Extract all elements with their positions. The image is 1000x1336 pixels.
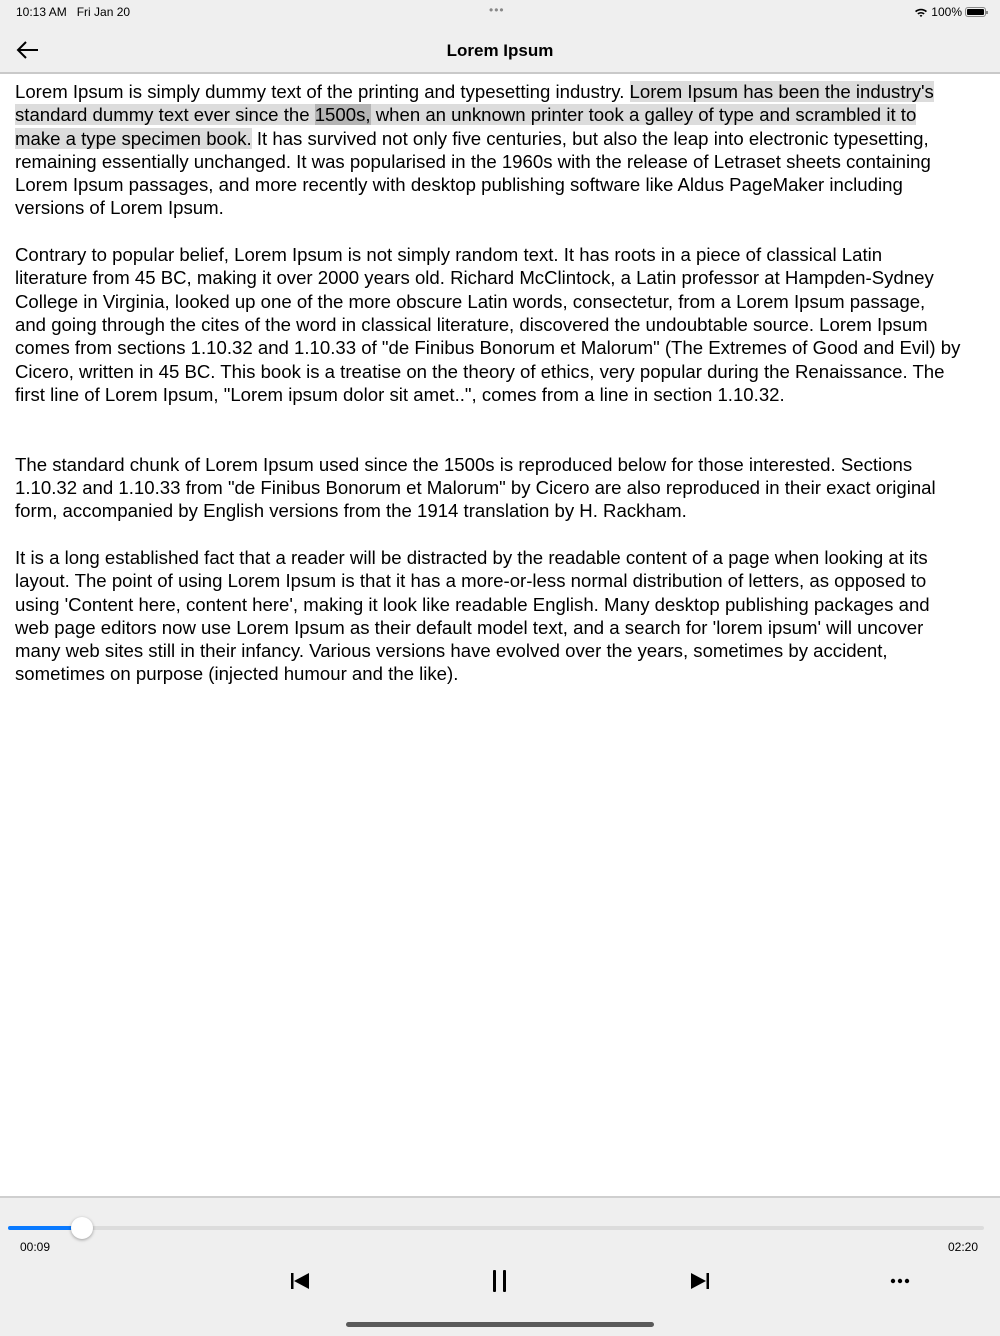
text-line: and going through the cites of the word in classical literature, discovered the undoubtable source. Lorem Ipsum bbox=[15, 313, 928, 335]
status-date: Fri Jan 20 bbox=[76, 5, 131, 19]
text-line: versions of Lorem Ipsum. bbox=[15, 197, 224, 219]
text-line: It is a long established fact that a reader will be distracted by the readable content of a page when looking at its bbox=[15, 546, 928, 568]
text-line: many web sites still in their infancy. Various versions have evolved over the years, sometimes by accident, bbox=[15, 640, 888, 662]
next-track-icon[interactable] bbox=[685, 1266, 715, 1296]
home-indicator[interactable] bbox=[346, 1322, 654, 1327]
text-line: using 'Content here, content here', making it look like readable English. Many desktop publishing packages and bbox=[15, 593, 930, 615]
text-line: make a type specimen book. It has survived not only five centuries, but also the leap into electronic typesetting, bbox=[15, 127, 929, 149]
progress-slider[interactable] bbox=[8, 1226, 984, 1230]
text-line: Cicero, written in 45 BC. This book is a treatise on the theory of ethics, very popular during the Renaissance. The bbox=[15, 360, 945, 382]
text-line: web page editors now use Lorem Ipsum as their default model text, and a search for 'lorem ipsum' will uncover bbox=[15, 616, 924, 638]
battery-icon bbox=[965, 7, 986, 17]
highlighted-sentence[interactable]: standard dummy text ever since the bbox=[15, 104, 315, 126]
current-word-highlight[interactable]: 1500s, bbox=[314, 104, 371, 126]
text-line: literature from 45 BC, making it over 2000 years old. Richard McClintock, a Latin professor at Hampden-Sydney bbox=[15, 267, 934, 289]
status-time: 10:13 AM Fri Jan 20 bbox=[16, 5, 131, 19]
more-options-icon[interactable] bbox=[885, 1266, 915, 1296]
text-line: form, accompanied by English versions from the 1914 translation by H. Rackham. bbox=[15, 500, 687, 522]
text-line: comes from sections 1.10.32 and 1.10.33 of "de Finibus Bonorum et Malorum" (The Extremes of Good and Evil) by bbox=[15, 337, 961, 359]
text-line: Contrary to popular belief, Lorem Ipsum is not simply random text. It has roots in a piece of classical Latin bbox=[15, 244, 883, 266]
text-line: The standard chunk of Lorem Ipsum used since the 1500s is reproduced below for those interested. Sections bbox=[15, 453, 913, 475]
highlighted-sentence[interactable]: make a type specimen book. bbox=[15, 127, 252, 149]
text-line: Lorem Ipsum is simply dummy text of the printing and typesetting industry. Lorem Ipsum has been the industry's bbox=[15, 81, 934, 102]
status-right bbox=[914, 5, 986, 19]
highlighted-sentence[interactable]: Lorem Ipsum has been the industry's bbox=[629, 81, 934, 102]
duration-time: 02:20 bbox=[947, 1240, 978, 1254]
battery-percent: 100% bbox=[931, 5, 962, 19]
slider-thumb[interactable] bbox=[71, 1217, 93, 1239]
wifi-icon bbox=[914, 7, 928, 18]
pause-icon[interactable] bbox=[485, 1266, 515, 1296]
elapsed-time: 00:09 bbox=[20, 1240, 51, 1254]
page-title: Lorem Ipsum bbox=[446, 41, 554, 60]
highlighted-sentence[interactable]: when an unknown printer took a galley of type and scrambled it to bbox=[370, 104, 917, 126]
text-line: Lorem Ipsum passages, and more recently with desktop publishing software like Aldus PageMaker including bbox=[15, 174, 903, 196]
text-line: layout. The point of using Lorem Ipsum is that it has a more-or-less normal distribution of letters, as opposed to bbox=[15, 570, 927, 592]
multitasking-dots-icon[interactable]: ••• bbox=[489, 3, 505, 17]
text-line: remaining essentially unchanged. It was popularised in the 1960s with the release of Letraset sheets containing bbox=[15, 150, 931, 172]
text-line: College in Virginia, looked up one of the more obscure Latin words, consectetur, from a Lorem Ipsum passage, bbox=[15, 290, 926, 312]
navigation-bar bbox=[0, 0, 1000, 74]
text-line bbox=[15, 103, 990, 126]
previous-track-icon[interactable] bbox=[285, 1266, 315, 1296]
article-text bbox=[15, 80, 990, 686]
text-line: first line of Lorem Ipsum, "Lorem ipsum dolor sit amet..", comes from a line in section 1.10.32. bbox=[15, 383, 785, 405]
text-line: sometimes on purpose (injected humour and the like). bbox=[15, 663, 459, 685]
text-line: 1.10.32 and 1.10.33 from "de Finibus Bonorum et Malorum" by Cicero are also reproduced in their exact original bbox=[15, 477, 936, 499]
audio-player bbox=[0, 1196, 1000, 1336]
